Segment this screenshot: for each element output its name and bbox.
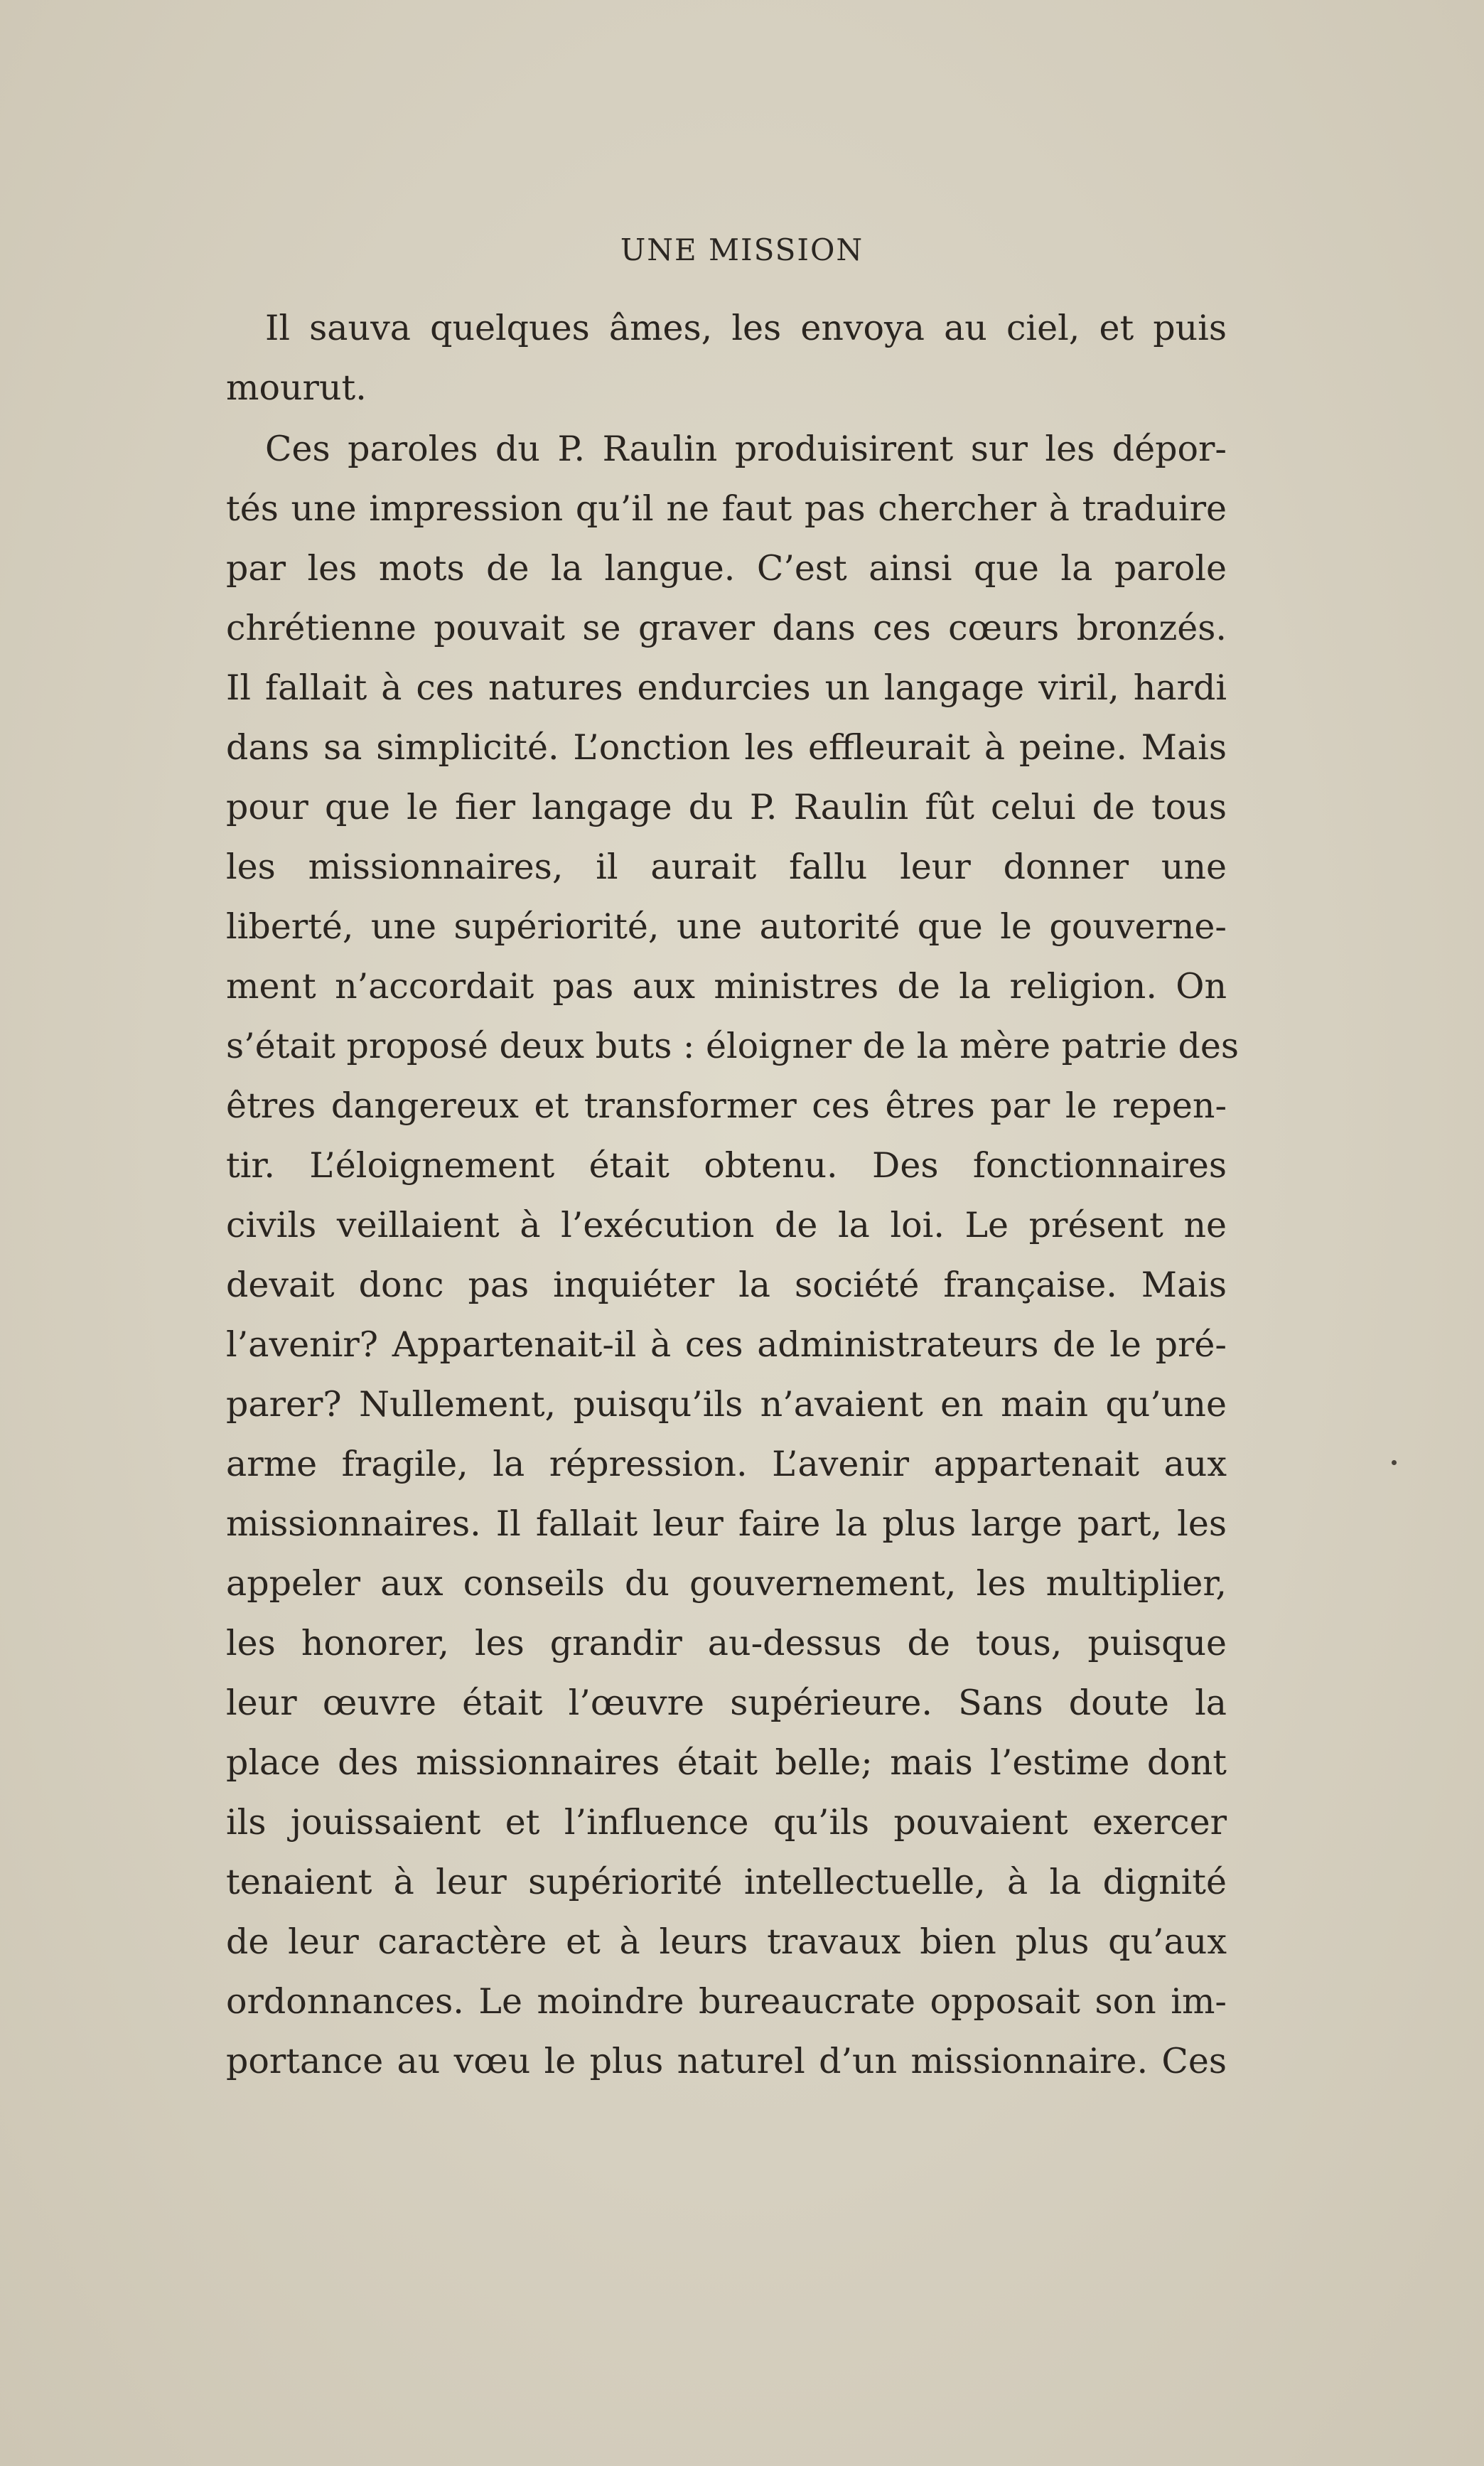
text-line: appeler aux conseils du gouvernement, les multiplier, [226, 1563, 1227, 1604]
text-line: chrétienne pouvait se graver dans ces cœurs bronzés. [226, 608, 1227, 648]
text-line: parer? Nullement, puisqu’ils n’avaient en main qu’une [226, 1384, 1227, 1425]
text-line: place des missionnaires était belle; mais l’estime dont [226, 1742, 1227, 1783]
text-line: Ces paroles du P. Raulin produisirent sur les dépor- [265, 429, 1227, 469]
text-line: devait donc pas inquiéter la société française. Mais [226, 1265, 1227, 1305]
text-line: Il sauva quelques âmes, les envoya au ciel, et puis [265, 308, 1227, 348]
text-line: êtres dangereux et transformer ces êtres par le repen- [226, 1085, 1227, 1126]
text-line: portance au vœu le plus naturel d’un missionnaire. Ces [226, 2041, 1227, 2081]
text-line: tés une impression qu’il ne faut pas chercher à traduire [226, 488, 1227, 529]
text-line: leur œuvre était l’œuvre supérieure. Sans doute la [226, 1683, 1227, 1723]
text-line: pour que le fier langage du P. Raulin fût celui de tous [226, 787, 1227, 827]
text-line: tenaient à leur supériorité intellectuelle, à la dignité [226, 1862, 1227, 1902]
text-line: liberté, une supériorité, une autorité que le gouverne- [226, 906, 1227, 947]
text-line: ment n’accordait pas aux ministres de la religion. On [226, 966, 1227, 1007]
ink-speck [1392, 1460, 1397, 1465]
text-line: par les mots de la langue. C’est ainsi que la parole [226, 548, 1227, 589]
body-text [226, 299, 1240, 2091]
text-line: missionnaires. Il fallait leur faire la plus large part, les [226, 1503, 1227, 1544]
text-line: de leur caractère et à leurs travaux bien plus qu’aux [226, 1921, 1227, 1962]
text-line: les honorer, les grandir au-dessus de tous, puisque [226, 1623, 1227, 1663]
text-line: dans sa simplicité. L’onction les effleurait à peine. Mais [226, 727, 1227, 768]
text-line: mourut. [226, 368, 367, 408]
text-line: s’était proposé deux buts : éloigner de la mère patrie des [226, 1026, 1240, 1066]
text-line: tir. L’éloignement était obtenu. Des fonctionnaires [226, 1145, 1227, 1186]
text-line: ils jouissaient et l’influence qu’ils pouvaient exercer [226, 1802, 1227, 1843]
text-line: ordonnances. Le moindre bureaucrate opposait son im- [226, 1981, 1227, 2022]
text-line: Il fallait à ces natures endurcies un langage viril, hardi [226, 668, 1227, 708]
running-head: UNE MISSION [620, 232, 864, 267]
text-line: civils veillaient à l’exécution de la loi. Le présent ne [226, 1205, 1227, 1245]
text-line: les missionnaires, il aurait fallu leur donner une [226, 847, 1227, 887]
text-line: l’avenir? Appartenait-il à ces administrateurs de le pré- [226, 1324, 1227, 1365]
text-line: arme fragile, la répression. L’avenir appartenait aux [226, 1444, 1227, 1484]
